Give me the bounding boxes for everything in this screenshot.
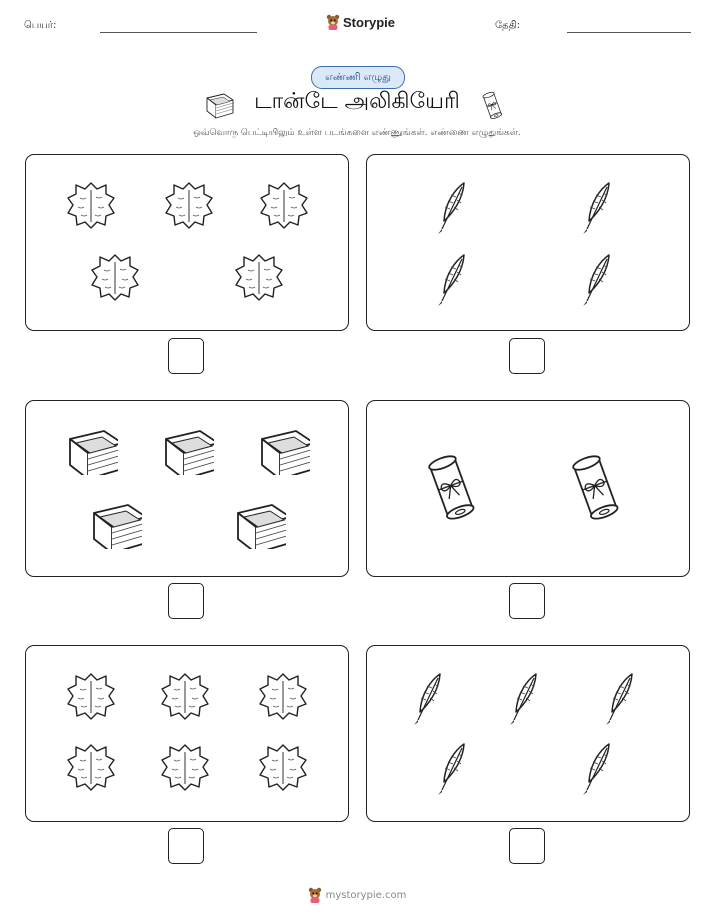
leather-hide-icon xyxy=(68,674,114,719)
name-label: பெயர்: xyxy=(24,20,57,31)
leather-hide-icon xyxy=(162,674,208,719)
quill-group xyxy=(367,155,689,330)
leather-hide-icon xyxy=(261,183,307,228)
count-panel xyxy=(366,400,690,577)
page-title: டான்டே அலிகியேரி xyxy=(254,89,460,114)
count-panel xyxy=(25,400,349,577)
brand-name: Storypie xyxy=(343,14,396,30)
scroll-icon xyxy=(572,454,620,522)
answer-box[interactable] xyxy=(168,338,204,374)
bear-icon xyxy=(308,887,322,903)
book-icon xyxy=(238,505,290,553)
leather-hide-icon xyxy=(162,745,208,790)
answer-box[interactable] xyxy=(168,583,204,619)
leather-hide-icon xyxy=(68,745,114,790)
quill-icon xyxy=(438,255,464,306)
answer-box[interactable] xyxy=(509,583,545,619)
worksheet-type-badge: எண்ணி எழுது xyxy=(311,66,405,89)
scroll-icon xyxy=(428,454,476,522)
footer xyxy=(0,887,714,903)
answer-box[interactable] xyxy=(168,828,204,864)
book-icon xyxy=(94,505,146,553)
quill-icon xyxy=(414,674,440,725)
book-icon xyxy=(166,431,218,479)
scroll-group xyxy=(367,401,689,576)
quill-icon xyxy=(583,255,609,306)
book-group xyxy=(26,401,348,576)
quill-icon xyxy=(510,674,536,725)
count-panel xyxy=(25,154,349,331)
count-panel xyxy=(25,645,349,822)
quill-icon xyxy=(583,183,609,234)
leather-hide-icon xyxy=(260,674,306,719)
date-label: தேதி: xyxy=(495,20,521,31)
leather-hide-icon xyxy=(166,183,212,228)
date-line[interactable] xyxy=(567,32,691,33)
quill-icon xyxy=(438,744,464,795)
brand-logo xyxy=(326,14,395,30)
answer-box[interactable] xyxy=(509,338,545,374)
leather-hide-icon xyxy=(68,183,114,228)
quill-icon xyxy=(606,674,632,725)
book-icon xyxy=(262,431,314,479)
count-panel xyxy=(366,645,690,822)
leather-hide-icon xyxy=(92,255,138,300)
instruction-text: ஒவ்வொரு பெட்டியிலும் உள்ள படங்களை எண்ணுங்கள். எண்ணை எழுதுங்கள். xyxy=(193,128,521,138)
leather-hide-group xyxy=(26,155,348,330)
quill-group xyxy=(367,646,689,821)
name-line[interactable] xyxy=(100,32,257,33)
footer-url: mystorypie.com xyxy=(325,889,407,901)
leather-hide-icon xyxy=(260,745,306,790)
bear-icon xyxy=(326,14,340,30)
answer-box[interactable] xyxy=(509,828,545,864)
quill-icon xyxy=(583,744,609,795)
leather-hide-group xyxy=(26,646,348,821)
scroll-icon xyxy=(478,90,508,122)
book-icon xyxy=(70,431,122,479)
count-panel xyxy=(366,154,690,331)
quill-icon xyxy=(438,183,464,234)
leather-hide-icon xyxy=(236,255,282,300)
